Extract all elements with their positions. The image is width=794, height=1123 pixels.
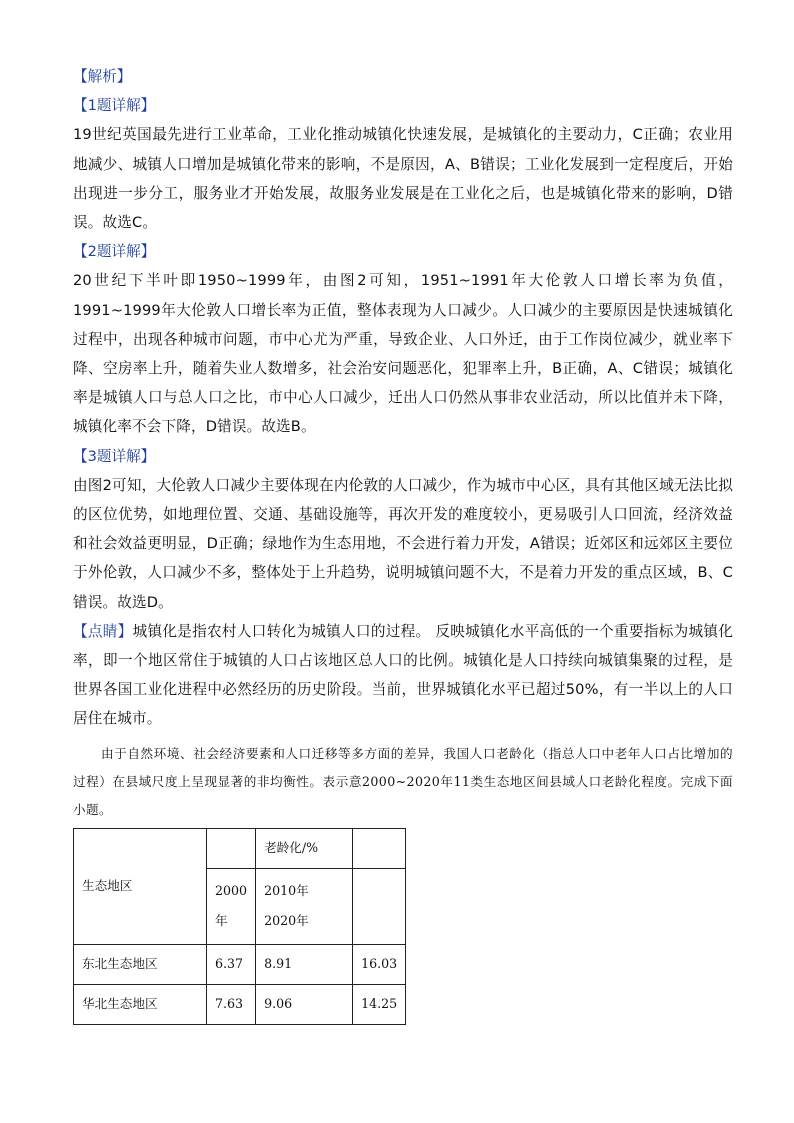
header-empty-2	[353, 828, 406, 868]
row-2020: 16.03	[353, 944, 406, 984]
row-2010: 8.91	[256, 944, 353, 984]
document-page	[73, 62, 733, 1025]
row-2000: 7.63	[207, 984, 256, 1024]
row-2020: 14.25	[353, 984, 406, 1024]
row-2010: 9.06	[256, 984, 353, 1024]
row-2000: 6.37	[207, 944, 256, 984]
header-empty-1	[207, 828, 256, 868]
table-row	[74, 984, 406, 1024]
header-empty-3	[353, 868, 406, 944]
q1-heading: 【1题详解】	[73, 97, 156, 115]
table-row	[74, 944, 406, 984]
q3-body: 由图2可知，大伦敦人口减少主要体现在内伦敦的人口减少，作为城市中心区，具有其他区域无法比拟的区位优势，如地理位置、交通、基础设施等，再次开发的难度较小，更易吸引人口回流，经济效益和社会效益更明显，D正确；绿地作为生态用地，不会进行着力开发，A错误；近郊区和远郊区主要位于外伦敦，人口减少不多，整体处于上升趋势，说明城镇问题不大，不是着力开发的重点区域，B、C错误。故选D。	[73, 476, 733, 611]
tip-label: 【点睛】	[73, 622, 133, 640]
analysis-label: 【解析】	[73, 68, 132, 85]
row-region: 华北生态地区	[74, 984, 207, 1024]
tip-body: 城镇化是指农村人口转化为城镇人口的过程。 反映城镇化水平高低的一个重要指标为城镇化率，即一个地区常住于城镇的人口占该地区总人口的比例。城镇化是人口持续向城镇集聚的过程，是世界各国工业化进程中必然经历的历史阶段。当前，世界城镇化水平已超过50%，有一半以上的人口居住在城市。	[73, 622, 734, 728]
header-aging: 老龄化/%	[256, 828, 353, 868]
header-region: 生态地区	[74, 828, 207, 944]
q1-body: 19世纪英国最先进行工业革命，工业化推动城镇化快速发展，是城镇化的主要动力，C正确；农业用地减少、城镇人口增加是城镇化带来的影响，不是原因，A、B错误；工业化发展到一定程度后，开始出现进一步分工，服务业才开始发展，故服务业发展是在工业化之后，也是城镇化带来的影响，D错误。故选C。	[73, 126, 733, 232]
row-region: 东北生态地区	[74, 944, 207, 984]
q3-heading: 【3题详解】	[73, 447, 156, 465]
aging-table	[73, 828, 406, 1025]
tip-paragraph	[73, 617, 733, 734]
header-year-2000: 2000年	[207, 868, 256, 944]
question-intro: 由于自然环境、社会经济要素和人口迁移等多方面的差异，我国人口老龄化（指总人口中老年人口占比增加的过程）在县域尺度上呈现显著的非均衡性。表示意2000~2020年11类生态地区间县域人口老龄化程度。完成下面小题。	[73, 745, 733, 817]
q2-heading: 【2题详解】	[73, 243, 156, 261]
header-year-2010-2020: 2010年 2020年	[256, 868, 353, 944]
q2-body: 20世纪下半叶即1950~1999年，由图2可知，1951~1991年大伦敦人口增长率为负值，1991~1999年大伦敦人口增长率为正值，整体表现为人口减少。人口减少的主要原因是快速城镇化过程中，出现各种城市问题，市中心尤为严重，导致企业、人口外迁，由于工作岗位减少，就业率下降、空房率上升，随着失业人数增多，社会治安问题恶化，犯罪率上升，B正确，A、C错误；城镇化率是城镇人口与总人口之比，市中心人口减少，迁出人口仍然从事非农业活动，所以比值并未下降，城镇化率不会下降，D错误。故选B。	[73, 272, 733, 436]
